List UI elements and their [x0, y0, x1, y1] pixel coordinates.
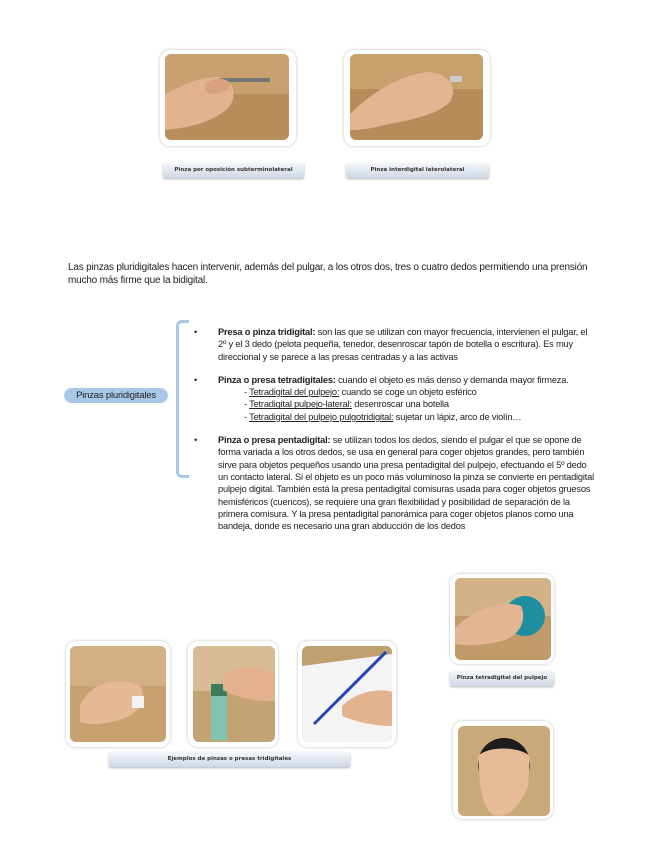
item-text: son las que se utilizan con mayor frecuencia, intervienen el pulgar, el 2º y el 3 dedo (pelota pequeña, tenedor, desenroscar tapón de botella o escritura). Es muy direccional y se parece a las presas centradas y a las activas	[218, 327, 588, 362]
list-item-tridigital	[194, 326, 596, 363]
pinzas-list	[194, 326, 596, 543]
photo-pinza-subterminolateral	[165, 54, 289, 140]
photo-tridigital-botella	[193, 646, 275, 742]
pinzas-pluridigitales-badge: Pinzas pluridigitales	[64, 388, 168, 403]
bullet: •	[194, 374, 198, 385]
sub-item: - Tetradigital pulpejo-lateral: desenroscar una botella	[244, 399, 449, 410]
caption-tetradigital: Pinza tetradigital del pulpejo	[450, 671, 554, 686]
bracket-connector	[176, 320, 189, 478]
bullet: •	[194, 327, 198, 337]
item-title: Pinza o presa pentadigital:	[218, 435, 331, 446]
caption-laterolateral: Pinza interdigital laterolateral	[346, 163, 489, 178]
photo-tridigital-cubo	[70, 646, 166, 742]
item-title: Pinza o presa tetradigitales:	[218, 374, 336, 385]
intro-paragraph: Las pinzas pluridigitales hacen intervenir, además del pulgar, a los otros dos, tres o cuatro dedos permitiendo una prensión mucho más firme que la bidigital.	[68, 262, 588, 286]
item-title: Presa o pinza tridigital:	[218, 327, 316, 337]
bullet: •	[194, 435, 198, 446]
caption-tridigitales: Ejemplos de pinzas o presas tridigitales	[109, 752, 350, 767]
sub-term: Tetradigital del pulpejo pulgotridigital:	[249, 411, 394, 422]
list-item-pentadigital	[194, 434, 596, 532]
sub-item: - Tetradigital del pulpejo: cuando se coge un objeto esférico	[244, 387, 477, 398]
photo-pinza-laterolateral	[350, 54, 483, 140]
photo-tetradigital-pulpejo	[455, 578, 551, 660]
caption-subterminolateral: Pinza por oposición subterminolateral	[163, 163, 304, 178]
photo-tridigital-escritura	[302, 646, 392, 742]
list-item-tetradigital	[194, 374, 596, 423]
sub-term: Tetradigital pulpejo-lateral:	[249, 399, 352, 410]
item-text: cuando el objeto es más denso y demanda mayor firmeza.	[335, 374, 569, 385]
item-text: se utilizan todos los dedos, siendo el pulgar el que se opone de forma variada a los otros dedos, se usa en general para coger objetos grandes, pero también sirve para objetos pequeños usando una presa pentadigital del pulpejo, efectuando el 5º dedo un contacto lateral. Si el objeto es un poco más voluminoso la pinza se convierte en pentadigital pulpejo digital. También está la presa pentadigital comisuras usada para coger objetos gruesos hemisféricos (cuencos), se requiere una gran flexibilidad y posibilidad de separación de la primera comisura. Y la presa pentadigital panorámica para coger objetos planos como una bandeja, donde es necesario una gran abducción de los dedos	[218, 435, 594, 532]
sub-term: Tetradigital del pulpejo:	[249, 387, 340, 398]
photo-pentadigital	[458, 726, 550, 816]
sub-item: - Tetradigital del pulpejo pulgotridigital: sujetar un lápiz, arco de violín…	[244, 411, 522, 422]
